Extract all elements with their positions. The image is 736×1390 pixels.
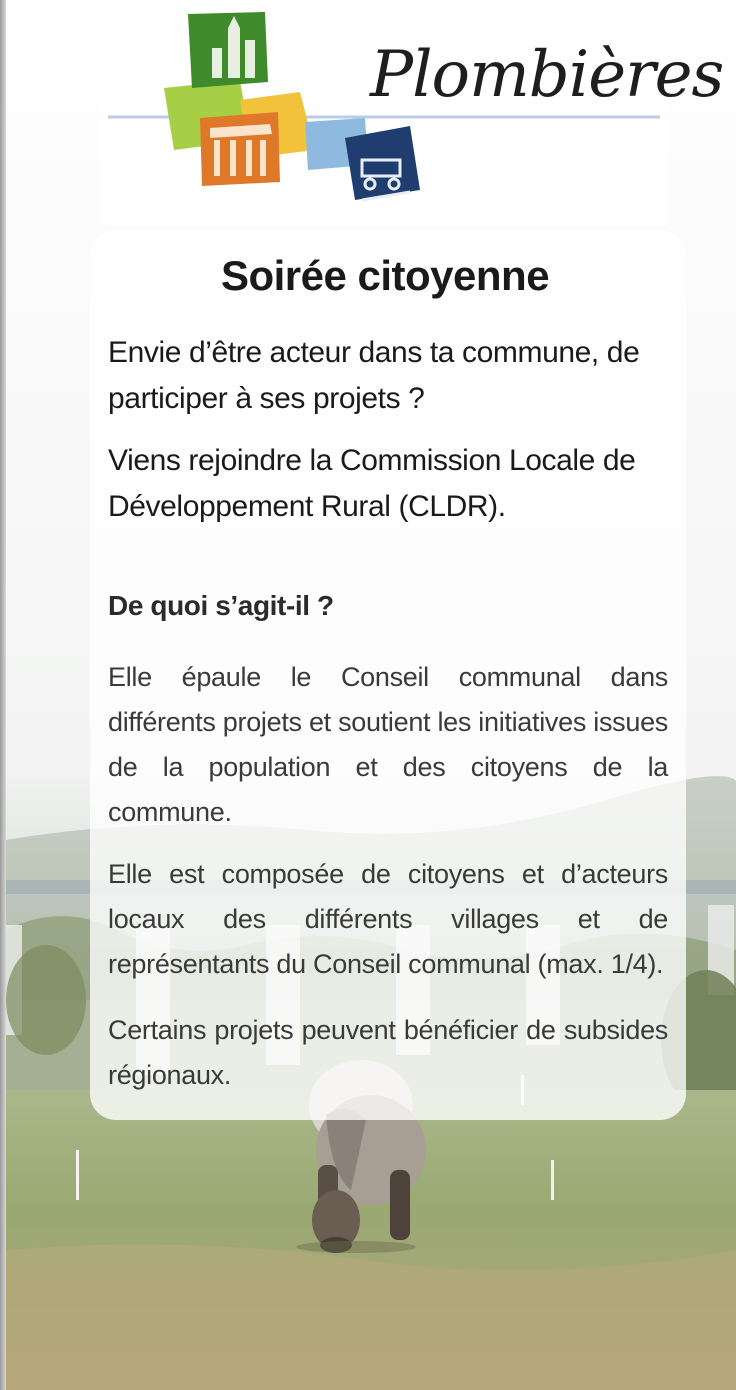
intro-invitation: Viens rejoindre la Commission Locale de Développement Rural (CLDR). xyxy=(108,444,636,523)
page-title: Soirée citoyenne xyxy=(220,252,550,299)
logo-navy-patch xyxy=(345,126,420,200)
logo-orange-patch xyxy=(200,112,280,186)
logo-wordmark: Plombières xyxy=(370,38,724,112)
paragraph-subsidies: Certains projets peuvent bénéficier de subsides régionaux. xyxy=(108,1015,668,1090)
section-heading: De quoi s’agit-il ? xyxy=(108,590,334,621)
paragraph-role: Elle épaule le Conseil communal dans différents projets et soutient les initiatives issues de la population et des citoyens de la commune. xyxy=(108,662,668,827)
intro-question: Envie d’être acteur dans ta commune, de participer à ses projets ? xyxy=(108,336,640,415)
tree-cluster-left xyxy=(6,945,86,1055)
logo xyxy=(100,0,724,225)
logo-emblem xyxy=(100,0,668,225)
paragraph-composition: Elle est composée de citoyens et d’acteurs locaux des différents villages et de représentants du Conseil communal (max. 1/4). xyxy=(108,859,668,979)
